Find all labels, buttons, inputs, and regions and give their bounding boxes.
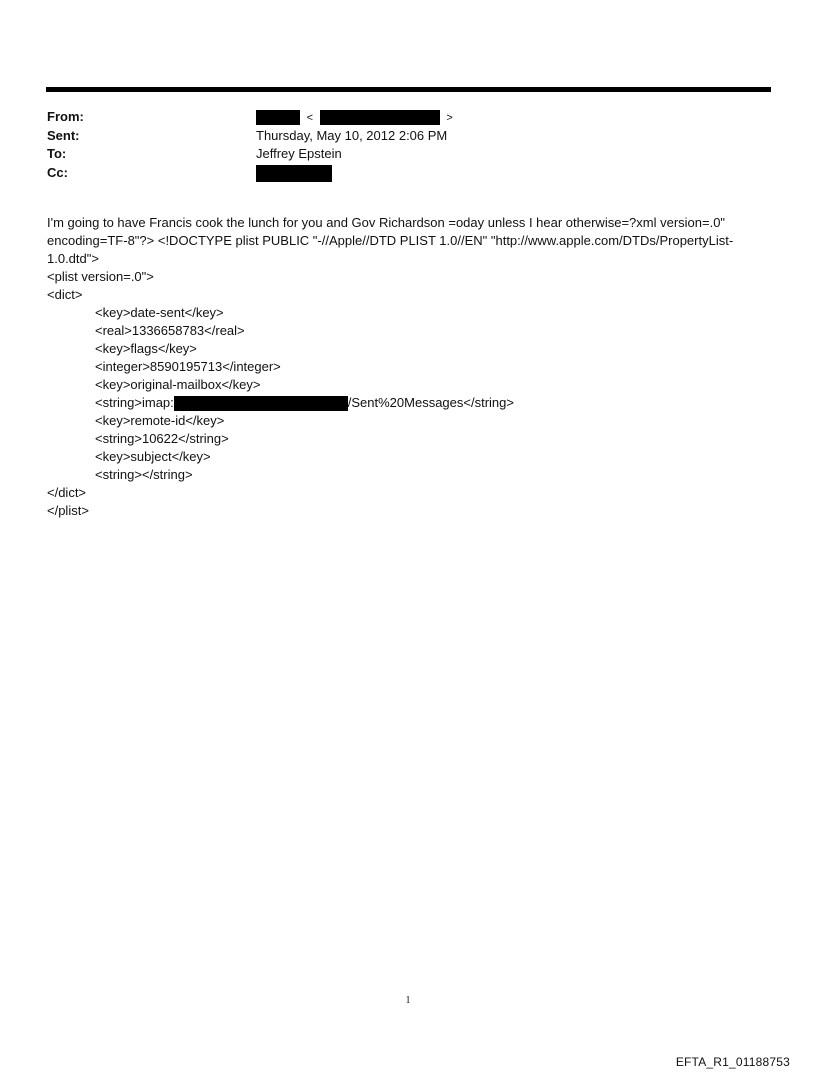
page-number: 1 [405,995,411,1006]
redaction-from-name [256,110,300,125]
xml-line: <key>remote-id</key> [95,413,225,428]
sent-value: Thursday, May 10, 2012 2:06 PM [256,127,448,143]
imap-line [47,394,772,412]
header-rule [46,87,771,92]
document-id: EFTA_R1_01188753 [675,1055,790,1069]
to-value: Jeffrey Epstein [256,146,342,161]
xml-line: <string>10622</string> [95,431,229,446]
email-body [47,214,772,520]
xml-line: <key>original-mailbox</key> [95,377,261,392]
sent-label: Sent: [47,127,80,143]
xml-line: <integer>8590195713</integer> [95,359,281,374]
from-row [47,108,767,127]
redaction-from-email [320,110,440,125]
plist-open-line: <plist version=.0"> [47,269,154,284]
cc-value [256,164,332,182]
email-header [47,108,767,182]
xml-line: <key>date-sent</key> [95,305,224,320]
to-label: To: [47,146,67,161]
xml-line: <real>1336658783</real> [95,323,245,338]
to-row [47,145,767,164]
imap-suffix: /Sent%20Messages</string> [347,395,514,410]
plist-close-line: </plist> [47,503,89,518]
redaction-cc [256,165,332,182]
sent-row [47,127,767,146]
imap-prefix: <string>imap: [95,395,174,410]
dict-close-line: </dict> [47,485,87,500]
dict-open-line: <dict> [47,287,83,302]
cc-label: Cc: [47,164,68,180]
from-open-bracket: < [306,111,314,124]
from-value [256,108,456,127]
from-label: From: [47,109,84,124]
xml-line: <key>subject</key> [95,449,211,464]
from-close-bracket: > [446,111,453,124]
xml-line: <key>flags</key> [95,341,197,356]
redaction-imap-account [174,396,348,411]
xml-line: <string></string> [95,467,193,482]
body-paragraph: I'm going to have Francis cook the lunch for you and Gov Richardson =oday unless I hear otherwise=?xml version=.0" encoding=TF-8"?> <!DOCTYPE plist PUBLIC "-//Apple//DTD PLIST 1.0//EN" "http://www.apple.com/DTDs/PropertyList-1.0.dtd"> [47,215,734,266]
cc-row [47,164,767,183]
